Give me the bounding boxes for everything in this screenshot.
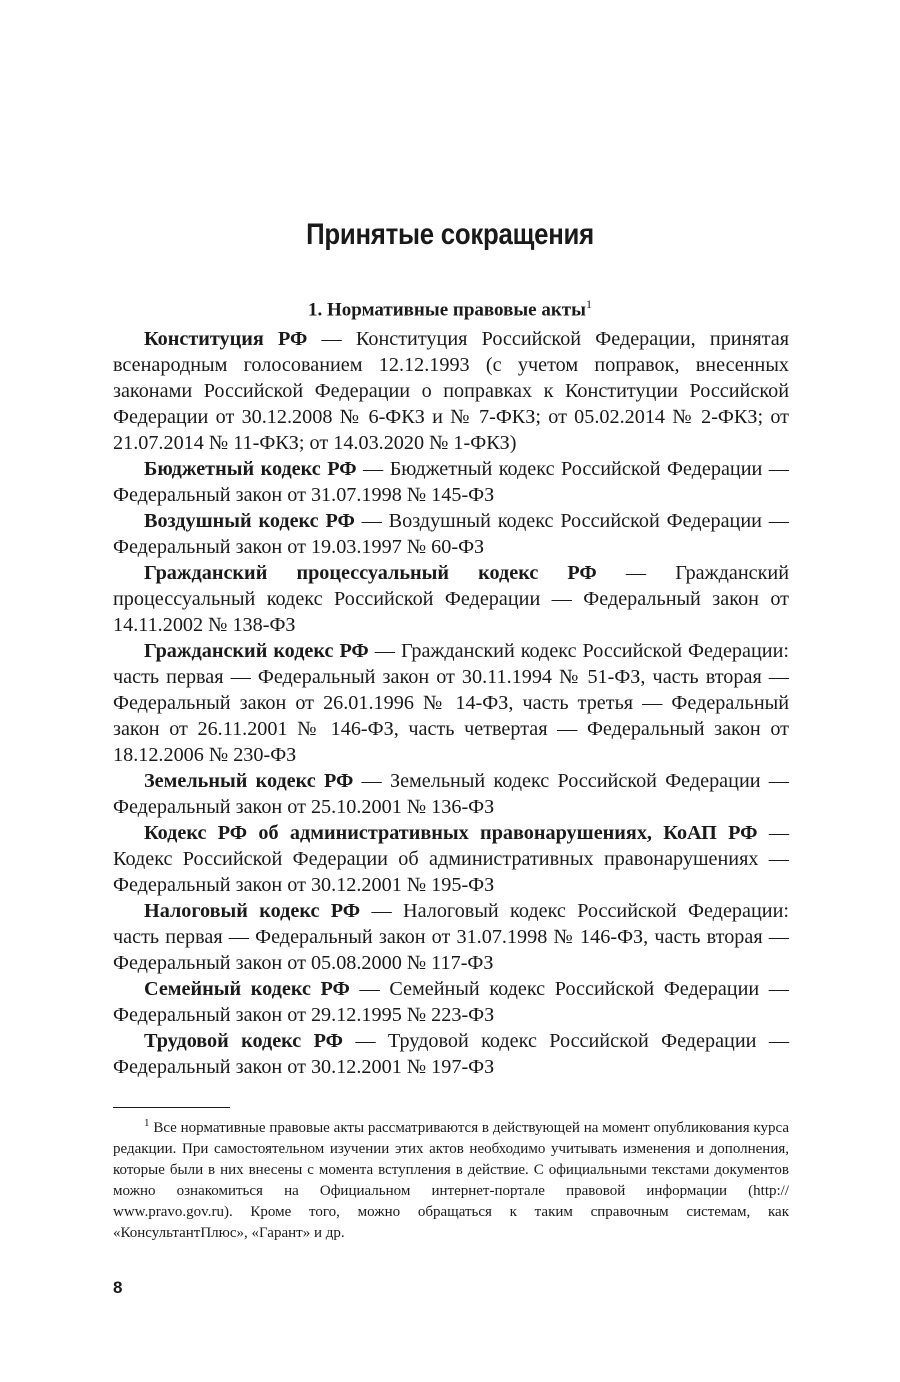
entry-definition: — Семейный кодекс Российской Федерации — Федеральный закон от 29.12.1995 № 223-ФЗ <box>113 978 789 1026</box>
entry-definition: — Гражданский процессуальный кодекс Российской Федерации — Федеральный закон от 14.11.2002 № 138-ФЗ <box>113 562 790 636</box>
list-item <box>113 456 789 508</box>
section-heading <box>0 297 900 321</box>
list-item <box>113 976 789 1028</box>
section-heading-text: 1. Нормативные правовые акты <box>308 299 586 321</box>
entry-term: Конституция РФ <box>144 328 308 350</box>
entry-term: Налоговый кодекс РФ <box>144 900 361 922</box>
entry-definition: — Кодекс Российской Федерации об административных правонарушениях — Федеральный закон от 30.12.2001 № 195-ФЗ <box>113 822 790 896</box>
footnote-reference[interactable]: 1 <box>585 297 592 311</box>
list-item <box>113 508 789 560</box>
entry-definition: — Земельный кодекс Российской Федерации — Федеральный закон от 25.10.2001 № 136-ФЗ <box>113 770 789 818</box>
list-item <box>113 638 789 768</box>
list-item <box>113 898 789 976</box>
entry-definition: — Налоговый кодекс Российской Федерации: часть первая — Федеральный закон от 31.07.1998 № 146-ФЗ, часть вторая — Федеральный закон от 05.08.2000 № 117-ФЗ <box>113 900 789 974</box>
entry-term: Бюджетный кодекс РФ <box>144 458 357 480</box>
entry-definition: — Воздушный кодекс Российской Федерации — Федеральный закон от 19.03.1997 № 60-ФЗ <box>113 510 789 558</box>
page-number: 8 <box>113 1278 123 1297</box>
entry-definition: — Гражданский кодекс Российской Федерации: часть первая — Федеральный закон от 30.11.1994 № 51-ФЗ, часть вторая — Федеральный закон от 26.01.1996 № 14-ФЗ, часть третья — Федеральный закон от 26.11.2001 № 146-ФЗ, часть четвертая — Федеральный закон от 18.12.2006 № 230-ФЗ <box>113 640 789 766</box>
entry-definition: — Конституция Российской Федерации, принятая всенародным голосованием 12.12.1993 (с учетом поправок, внесенных законами Российской Федерации о поправках к Конституции Российской Федерации от 30.12.2008 № 6-ФКЗ и № 7-ФКЗ; от 05.02.2014 № 2-ФКЗ; от 21.07.2014 № 11-ФКЗ; от 14.03.2020 № 1-ФКЗ) <box>113 328 789 454</box>
entry-term: Земельный кодекс РФ <box>144 770 354 792</box>
footnote-text: Все нормативные правовые акты рассматриваются в действующей на момент опубликования курса редакции. При самостоятельном изучении этих актов необходимо учитывать изменения и дополнения, которые были в них внесены с момента вступления в действие. С официальными текстами документов можно ознакомиться на Официальном интернет-портале правовой информации (http:// www.pravo.gov.ru). Кроме того, можно обращаться к таким справочным системам, как «КонсультантПлюс», «Гарант» и др. <box>113 1120 789 1241</box>
entry-term: Трудовой кодекс РФ <box>144 1030 343 1052</box>
list-item <box>113 326 789 456</box>
entry-term: Гражданский процессуальный кодекс РФ <box>144 562 597 584</box>
entry-definition: — Бюджетный кодекс Российской Федерации — Федеральный закон от 31.07.1998 № 145-ФЗ <box>113 458 789 506</box>
entry-term: Воздушный кодекс РФ <box>144 510 355 532</box>
list-item <box>113 1028 789 1080</box>
abbreviations-list <box>113 326 789 1080</box>
entry-term: Гражданский кодекс РФ <box>144 640 369 662</box>
page-title: Принятые сокращения <box>306 218 594 251</box>
footnote-divider <box>113 1107 230 1108</box>
footnote-mark: 1 <box>144 1117 150 1129</box>
footnote <box>113 1113 789 1244</box>
list-item <box>113 768 789 820</box>
list-item <box>113 820 789 898</box>
entry-term: Семейный кодекс РФ <box>144 978 350 1000</box>
entry-definition: — Трудовой кодекс Российской Федерации — Федеральный закон от 30.12.2001 № 197-ФЗ <box>113 1030 790 1078</box>
entry-term: Кодекс РФ об административных правонарушениях, КоАП РФ <box>144 822 758 844</box>
list-item <box>113 560 789 638</box>
